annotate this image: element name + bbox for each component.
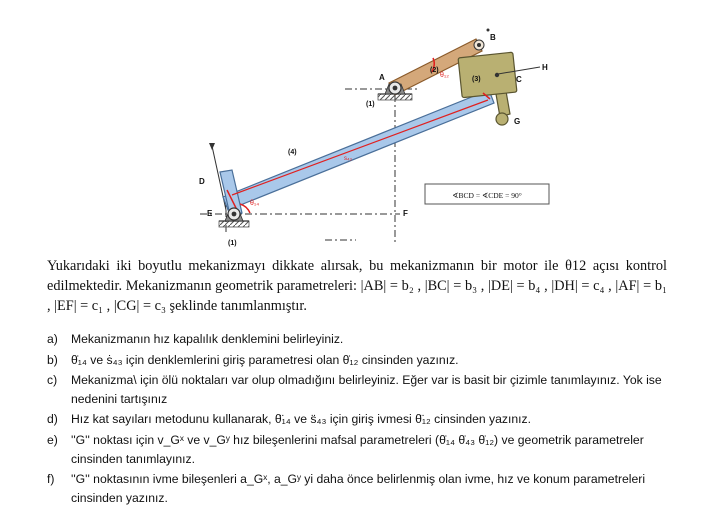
question-label: f)	[47, 472, 55, 487]
question-d	[47, 410, 677, 429]
label-point-G: G	[514, 117, 521, 126]
question-text: ''G'' noktasının ivme bileşenleri a_Gˣ, a_Gʸ yi daha önce belirlenmiş olan ivme, hız ve konum parametreleri cinsinden yazınız.	[71, 472, 646, 505]
label-theta12: θ₁₂	[440, 72, 449, 79]
label-link-1-bottom: (1)	[228, 240, 237, 247]
angle-note-box	[425, 184, 549, 204]
question-f	[47, 470, 677, 507]
label-point-D: D	[199, 177, 205, 186]
question-b	[47, 351, 677, 370]
question-c	[47, 371, 677, 408]
problem-intro: Yukarıdaki iki boyutlu mekanizmayı dikkate alırsak, bu mekanizmanın bir motor ile θ12 açısı kontrol edilmektedir. Mekanizmanın geometrik parametreleri: |AB| = b₂ , |BC| = b₃ , |DE| = b₄ , |DH| = c₄ , |AF| = b₁ , |EF| = c₁ , |CG| = c₃ şeklinde tanımlanmıştır.	[47, 258, 667, 314]
question-text: Mekanizma\ için ölü noktaları var olup olmadığını belirleyiniz. Eğer var is basit bir çizimle tanımlayınız. Yok ise nedenini tartışınız	[71, 373, 662, 406]
ground-support-E	[219, 208, 249, 227]
question-label: b)	[47, 352, 58, 367]
question-text: ''G'' noktası için v_Gˣ ve v_Gʸ hız bileşenlerini mafsal parametreleri (θ̇₁₄ θ̇₄₃ θ̇₁₂) ve geometrik parametreler cinsinden tanımlayınız.	[71, 432, 644, 466]
label-point-C: C	[516, 75, 522, 84]
link-3-slider	[458, 52, 540, 125]
question-label: a)	[47, 332, 58, 346]
label-point-A: A	[379, 73, 385, 82]
label-point-B: B	[490, 33, 496, 42]
question-text: θ̇₁₄ ve ṡ₄₃ için denklemlerini giriş parametresi olan θ̇₁₂ cinsinden yazınız.	[71, 352, 459, 367]
label-link-2: (2)	[430, 67, 439, 74]
question-text: Mekanizmanın hız kapalılık denklemini belirleyiniz.	[71, 332, 344, 346]
question-label: e)	[47, 432, 58, 447]
mechanism-diagram	[0, 0, 714, 252]
point-B-dot	[487, 29, 490, 32]
question-e	[47, 431, 677, 468]
label-theta14: θ₁₄	[250, 200, 260, 207]
label-link-3: (3)	[472, 76, 481, 83]
direction-arrow	[209, 143, 215, 150]
angle-note-text: ∢BCD = ∢CDE = 90°	[452, 191, 522, 200]
label-link-1-top: (1)	[366, 101, 375, 108]
label-point-E: E	[207, 209, 213, 218]
label-point-H: H	[542, 63, 548, 72]
label-s43: s₄₃	[344, 156, 352, 162]
label-link-4: (4)	[288, 149, 297, 156]
label-point-F: F	[403, 209, 408, 218]
question-label: c)	[47, 373, 58, 388]
question-a	[47, 330, 677, 349]
question-list	[47, 330, 677, 509]
question-text: Hız kat sayıları metodunu kullanarak, θ̈₁₄ ve s̈₄₃ için giriş ivmesi θ̈₁₂ cinsinden yazınız.	[71, 412, 532, 427]
question-label: d)	[47, 412, 58, 427]
